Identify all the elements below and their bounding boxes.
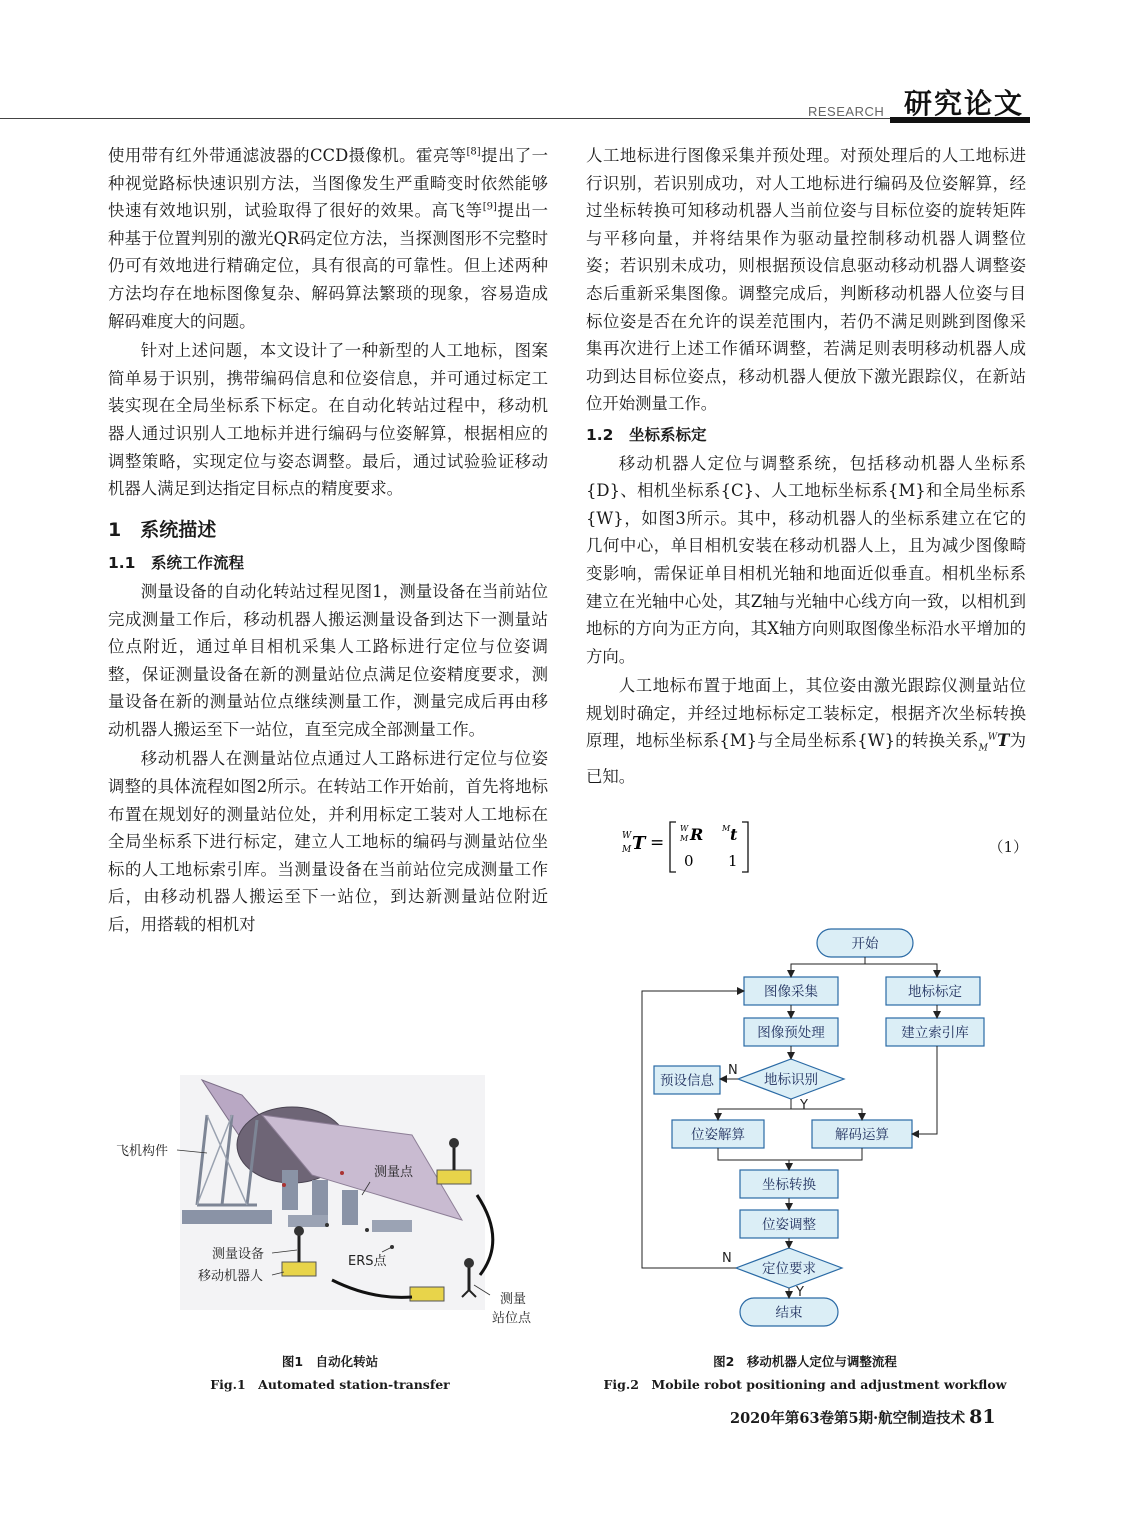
left-column [108,142,548,941]
transform-matrix [618,816,918,878]
svg-text:1: 1 [728,852,738,870]
right-column [586,142,1026,793]
text-pose: 位姿解算 [691,1127,745,1143]
page-number: 81 [969,1406,996,1428]
label-yes-require: Y [796,1285,804,1300]
label-yes-recognize: Y [800,1098,808,1113]
paragraph: 测量设备的自动化转站过程见图1，测量设备在当前站位完成测量工作后，移动机器人搬运测量设备到达下一测量站位点附近，通过单目相机采集人工路标进行定位与位姿调整，保证测量设备在新的测量站位点满足位姿精度要求，测量设备在新的测量站位点继续测量工作，测量完成后再由移动机器人搬运至下一站位，直至完成全部测量工作。 [108,581,548,739]
paragraph: 针对上述问题，本文设计了一种新型的人工地标，图案简单易于识别，携带编码信息和位姿信息，并可通过标定工装实现在全局坐标系下标定。在自动化转站过程中，移动机器人通过识别人工地标并进行编码与位姿解算，根据相应的调整策略，实现定位与姿态调整。最后，通过试验验证移动机器人满足到达指定目标点的精度要求。 [108,341,548,499]
robot-3 [410,1287,444,1301]
text-recognize: 地标识别 [764,1072,818,1088]
paragraph: 人工地标进行图像采集并预处理。对预处理后的人工地标进行识别，若识别成功，对人工地标进行编码及位姿解算，经过坐标转换可知移动机器人当前位姿与目标位姿的旋转矩阵与平移向量，并将结果作为驱动量控制移动机器人调整位姿；若识别未成功，则根据预设信息驱动移动机器人调整姿态后重新采集图像。调整完成后，判断移动机器人位姿与目标位姿是否在允许的误差范围内，若仍不满足则跳到图像采集再次进行上述工作循环调整，若满足则表明移动机器人成功到达目标位姿点，移动机器人便放下激光跟踪仪，在新站位开始测量工作。 [586,146,1026,414]
label-no-recognize: N [728,1063,738,1078]
header-section-cn: 研究论文 [904,87,1025,120]
subsection-heading: 1.1 系统工作流程 [108,554,244,573]
subsection-heading: 1.2 坐标系标定 [586,425,707,444]
label-ers-point: ERS点 [348,1254,387,1269]
label-measure-device: 测量设备 [212,1247,265,1262]
text-end: 结束 [775,1305,803,1321]
figure-1-caption: 图1 自动化转站 Fig.1 Automated station-transfer [210,1354,450,1392]
figure-2-caption: 图2 移动机器人定位与调整流程 Fig.2 Mobile robot positioning and adjustment workflow [603,1354,1007,1392]
text-decode: 解码运算 [835,1127,889,1143]
label-aircraft: 飞机构件 [116,1144,169,1159]
svg-text:=: = [650,833,665,853]
figure-1-illustration [112,1075,552,1330]
text-start: 开始 [851,936,879,952]
figure-2-flowchart [636,924,969,1330]
text-calib: 地标标定 [908,984,962,1000]
equation-number: （1） [988,838,1028,856]
label-measure-point: 测量点 [374,1165,414,1180]
text-require: 定位要求 [762,1261,816,1277]
label-station-2: 站位点 [492,1311,532,1326]
equation-1 [618,816,1030,878]
svg-text:0: 0 [684,852,694,870]
citation: [8] [466,146,481,158]
svg-text:W: W [622,831,632,841]
text-index: 建立索引库 [901,1025,969,1041]
page-footer [730,1406,996,1428]
paragraph: 使用带有红外带通滤波器的CCD摄像机。霍亮等[8]提出了一种视觉路标快速识别方法，当图像发生严重畸变时依然能够快速有效地识别，试验取得了很好的效果。高飞等[9]提出一种基于位置判别的激光QR码定位方法，当探测图形不完整时仍可有效地进行精确定位，具有很高的可靠性。但上述两种方法均存在地标图像复杂、解码算法繁琐的现象，容易造成解码难度大的问题。 [108,146,549,331]
paragraph: 移动机器人在测量站位点通过人工路标进行定位与位姿调整的具体流程如图2所示。在转站工作开始前，首先将地标布置在规划好的测量站位处，并利用标定工装对人工地标在全局坐标系下进行标定，建立人工地标的编码与测量站位坐标的人工地标索引库。当测量设备在当前站位完成测量工作后，由移动机器人搬运至下一站位，到达新测量站位附近后，用搭载的相机对 [108,749,548,935]
paragraph: 移动机器人定位与调整系统，包括移动机器人坐标系{D}、相机坐标系{C}、人工地标坐标系{M}和全局坐标系{W}，如图3所示。其中，移动机器人的坐标系建立在它的几何中心，单目相机安装在移动机器人上，且为减少图像畸变影响，需保证单目相机光轴和地面近似垂直。相机坐标系建立在光轴中心处，其Z轴与光轴中心线方向一致，以相机到地标的方向为正方向，其X轴方向则取图像坐标沿水平增加的方向。 [586,453,1026,666]
section-heading: 1 系统描述 [108,518,217,541]
svg-text:M: M [680,834,689,843]
text-adjust: 位姿调整 [762,1217,816,1233]
svg-text:T: T [632,833,646,854]
svg-text:R: R [690,825,704,844]
svg-text:M: M [622,845,632,855]
svg-text:M: M [722,824,731,833]
svg-text:W: W [680,824,689,833]
label-no-require: N [722,1251,732,1266]
citation: [9] [482,201,497,213]
paragraph: 人工地标布置于地面上，其位姿由激光跟踪仪测量站位规划时确定，并经过地标标定工装标定，根据齐次坐标转换原理，地标坐标系{M}与全局坐标系{W}的转换关系$_M^W$T为已知。 [586,676,1026,787]
label-mobile-robot: 移动机器人 [198,1269,264,1284]
text-preset: 预设信息 [660,1073,714,1089]
header-section-en: RESEARCH [808,104,885,119]
svg-text:t: t [730,825,738,844]
text-transform: 坐标转换 [762,1177,816,1193]
text-acquire: 图像采集 [764,984,818,1000]
label-station-1: 测量 [500,1292,527,1307]
journal-info: 2020年第63卷第5期·航空制造技术 [730,1410,966,1427]
text-preprocess: 图像预处理 [757,1025,825,1041]
